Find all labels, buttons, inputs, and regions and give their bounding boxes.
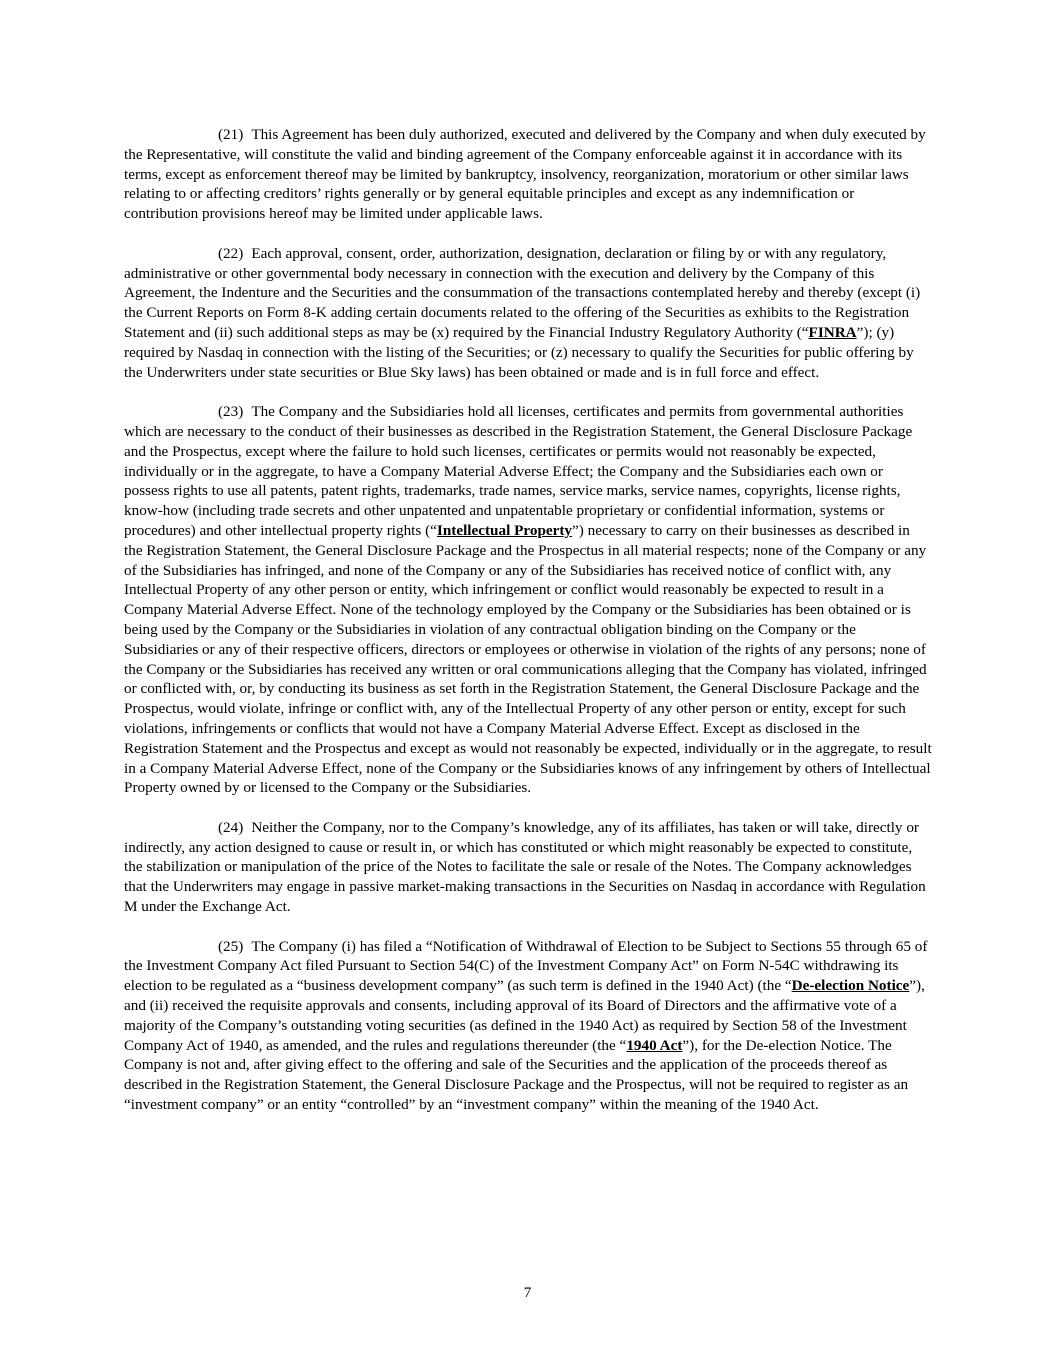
- paragraph: [124, 244, 932, 383]
- defined-term: Intellectual Property: [436, 521, 573, 539]
- paragraph-text: The Company and the Subsidiaries hold all licenses, certificates and permits from governmental authorities which are necessary to the conduct of their businesses as described in the Registration Statement, the General Disclosure Package and the Prospectus, except where the failure to hold such licenses, certificates or permits would not reasonably be expected, individually or in the aggregate, to have a Company Material Adverse Effect; the Company and the Subsidiaries each own or possess rights to use all patents, patent rights, trademarks, trade names, service marks, service names, copyrights, license rights, know-how (including trade secrets and other unpatented and unpatentable proprietary or confidential information, systems or procedures) and other intellectual property rights (“: [124, 403, 913, 539]
- paragraph-text: ”); (y) required by Nasdaq in connection with the listing of the Securities; or (z) necessary to qualify the Securities for public offering by the Underwriters under state securities or Blue Sky laws) has been obtained or made and is in full force and effect.: [124, 323, 914, 381]
- paragraph-text: ”) necessary to carry on their businesses as described in the Registration Statement, the General Disclosure Package and the Prospectus in all material respects; none of the Company or any of the Subsidiaries has infringed, and none of the Company or any of the Subsidiaries has received notice of conflict with, any Intellectual Property of any other person or entity, which infringement or conflict would reasonably be expected to result in a Company Material Adverse Effect. None of the technology employed by the Company or the Subsidiaries has been obtained or is being used by the Company or the Subsidiaries in violation of any contractual obligation binding on the Company or the Subsidiaries or any of their respective officers, directors or employees or otherwise in violation of the rights of any persons; none of the Company or the Subsidiaries has received any written or oral communications alleging that the Company has violated, infringed or conflicted with, or, by conducting its business as set forth in the Registration Statement, the General Disclosure Package and the Prospectus, would violate, infringe or conflict with, any of the Intellectual Property of any other person or entity, except for such violations, infringements or conflicts that would not have a Company Material Adverse Effect. Except as disclosed in the Registration Statement and the Prospectus and except as would not reasonably be expected, individually or in the aggregate, to result in a Company Material Adverse Effect, none of the Company or the Subsidiaries knows of any infringement by others of Intellectual Property owned by or licensed to the Company or the Subsidiaries.: [124, 521, 932, 797]
- document-body: [124, 125, 932, 1135]
- defined-term: 1940 Act: [626, 1036, 683, 1054]
- paragraph-text: Neither the Company, nor to the Company’s knowledge, any of its affiliates, has taken or will take, directly or indirectly, any action designed to cause or result in, or which has constituted or which might reasonably be expected to constitute, the stabilization or manipulation of the price of the Notes to facilitate the sale or resale of the Notes. The Company acknowledges that the Underwriters may engage in passive market-making transactions in the Securities on Nasdaq in accordance with Regulation M under the Exchange Act.: [124, 818, 926, 916]
- paragraph-number: (24): [218, 818, 244, 836]
- paragraph-text: ”), for the De-election Notice. The Company is not and, after giving effect to the offering and sale of the Securities and the application of the proceeds thereof as described in the Registration Statement, the General Disclosure Package and the Prospectus, will not be required to register as an “investment company” or an entity “controlled” by an “investment company” within the meaning of the 1940 Act.: [124, 1036, 909, 1114]
- page-number: 7: [523, 1284, 532, 1301]
- paragraph-number: (21): [218, 126, 244, 143]
- paragraph: [124, 125, 932, 224]
- paragraph-text: ”), and (ii) received the requisite approvals and consents, including approval of its Board of Directors and the affirmative vote of a majority of the Company’s outstanding voting securities (as defined in the 1940 Act) as required by Section 58 of the Investment Company Act of 1940, as amended, and the rules and regulations thereunder (the “: [124, 977, 925, 1054]
- paragraph-text: The Company (i) has filed a “Notification of Withdrawal of Election to be Subject to Sections 55 through 65 of the Investment Company Act filed Pursuant to Section 54(C) of the Investment Company Act” on Form N-54C withdrawing its election to be regulated as a “business development company” (as such term is defined in the 1940 Act) (the “: [124, 937, 928, 995]
- paragraph-text: This Agreement has been duly authorized, executed and delivered by the Company and when duly executed by the Representative, will constitute the valid and binding agreement of the Company enforceable against it in accordance with its terms, except as enforcement thereof may be limited by bankruptcy, insolvency, reorganization, moratorium or other similar laws relating to or affecting creditors’ rights generally or by general equitable principles and except as any indemnification or contribution provisions hereof may be limited under applicable laws.: [124, 126, 926, 223]
- paragraph-number: (23): [218, 403, 244, 421]
- paragraph-number: (25): [218, 937, 244, 955]
- paragraph: [124, 937, 932, 1115]
- paragraph-text: Each approval, consent, order, authorization, designation, declaration or filing by or with any regulatory, administrative or other governmental body necessary in connection with the execution and delivery by the Company of this Agreement, the Indenture and the Securities and the consummation of the transactions contemplated hereby and thereby (except (i) the Current Reports on Form 8-K adding certain documents related to the offering of the Securities as exhibits to the Registration Statement and (ii) such additional steps as may be (x) required by the Financial Industry Regulatory Authority (“: [124, 244, 921, 341]
- defined-term: De-election Notice: [791, 977, 910, 995]
- paragraph: [124, 818, 932, 917]
- paragraph-number: (22): [218, 244, 244, 262]
- defined-term: FINRA: [808, 323, 857, 341]
- paragraph: [124, 402, 932, 798]
